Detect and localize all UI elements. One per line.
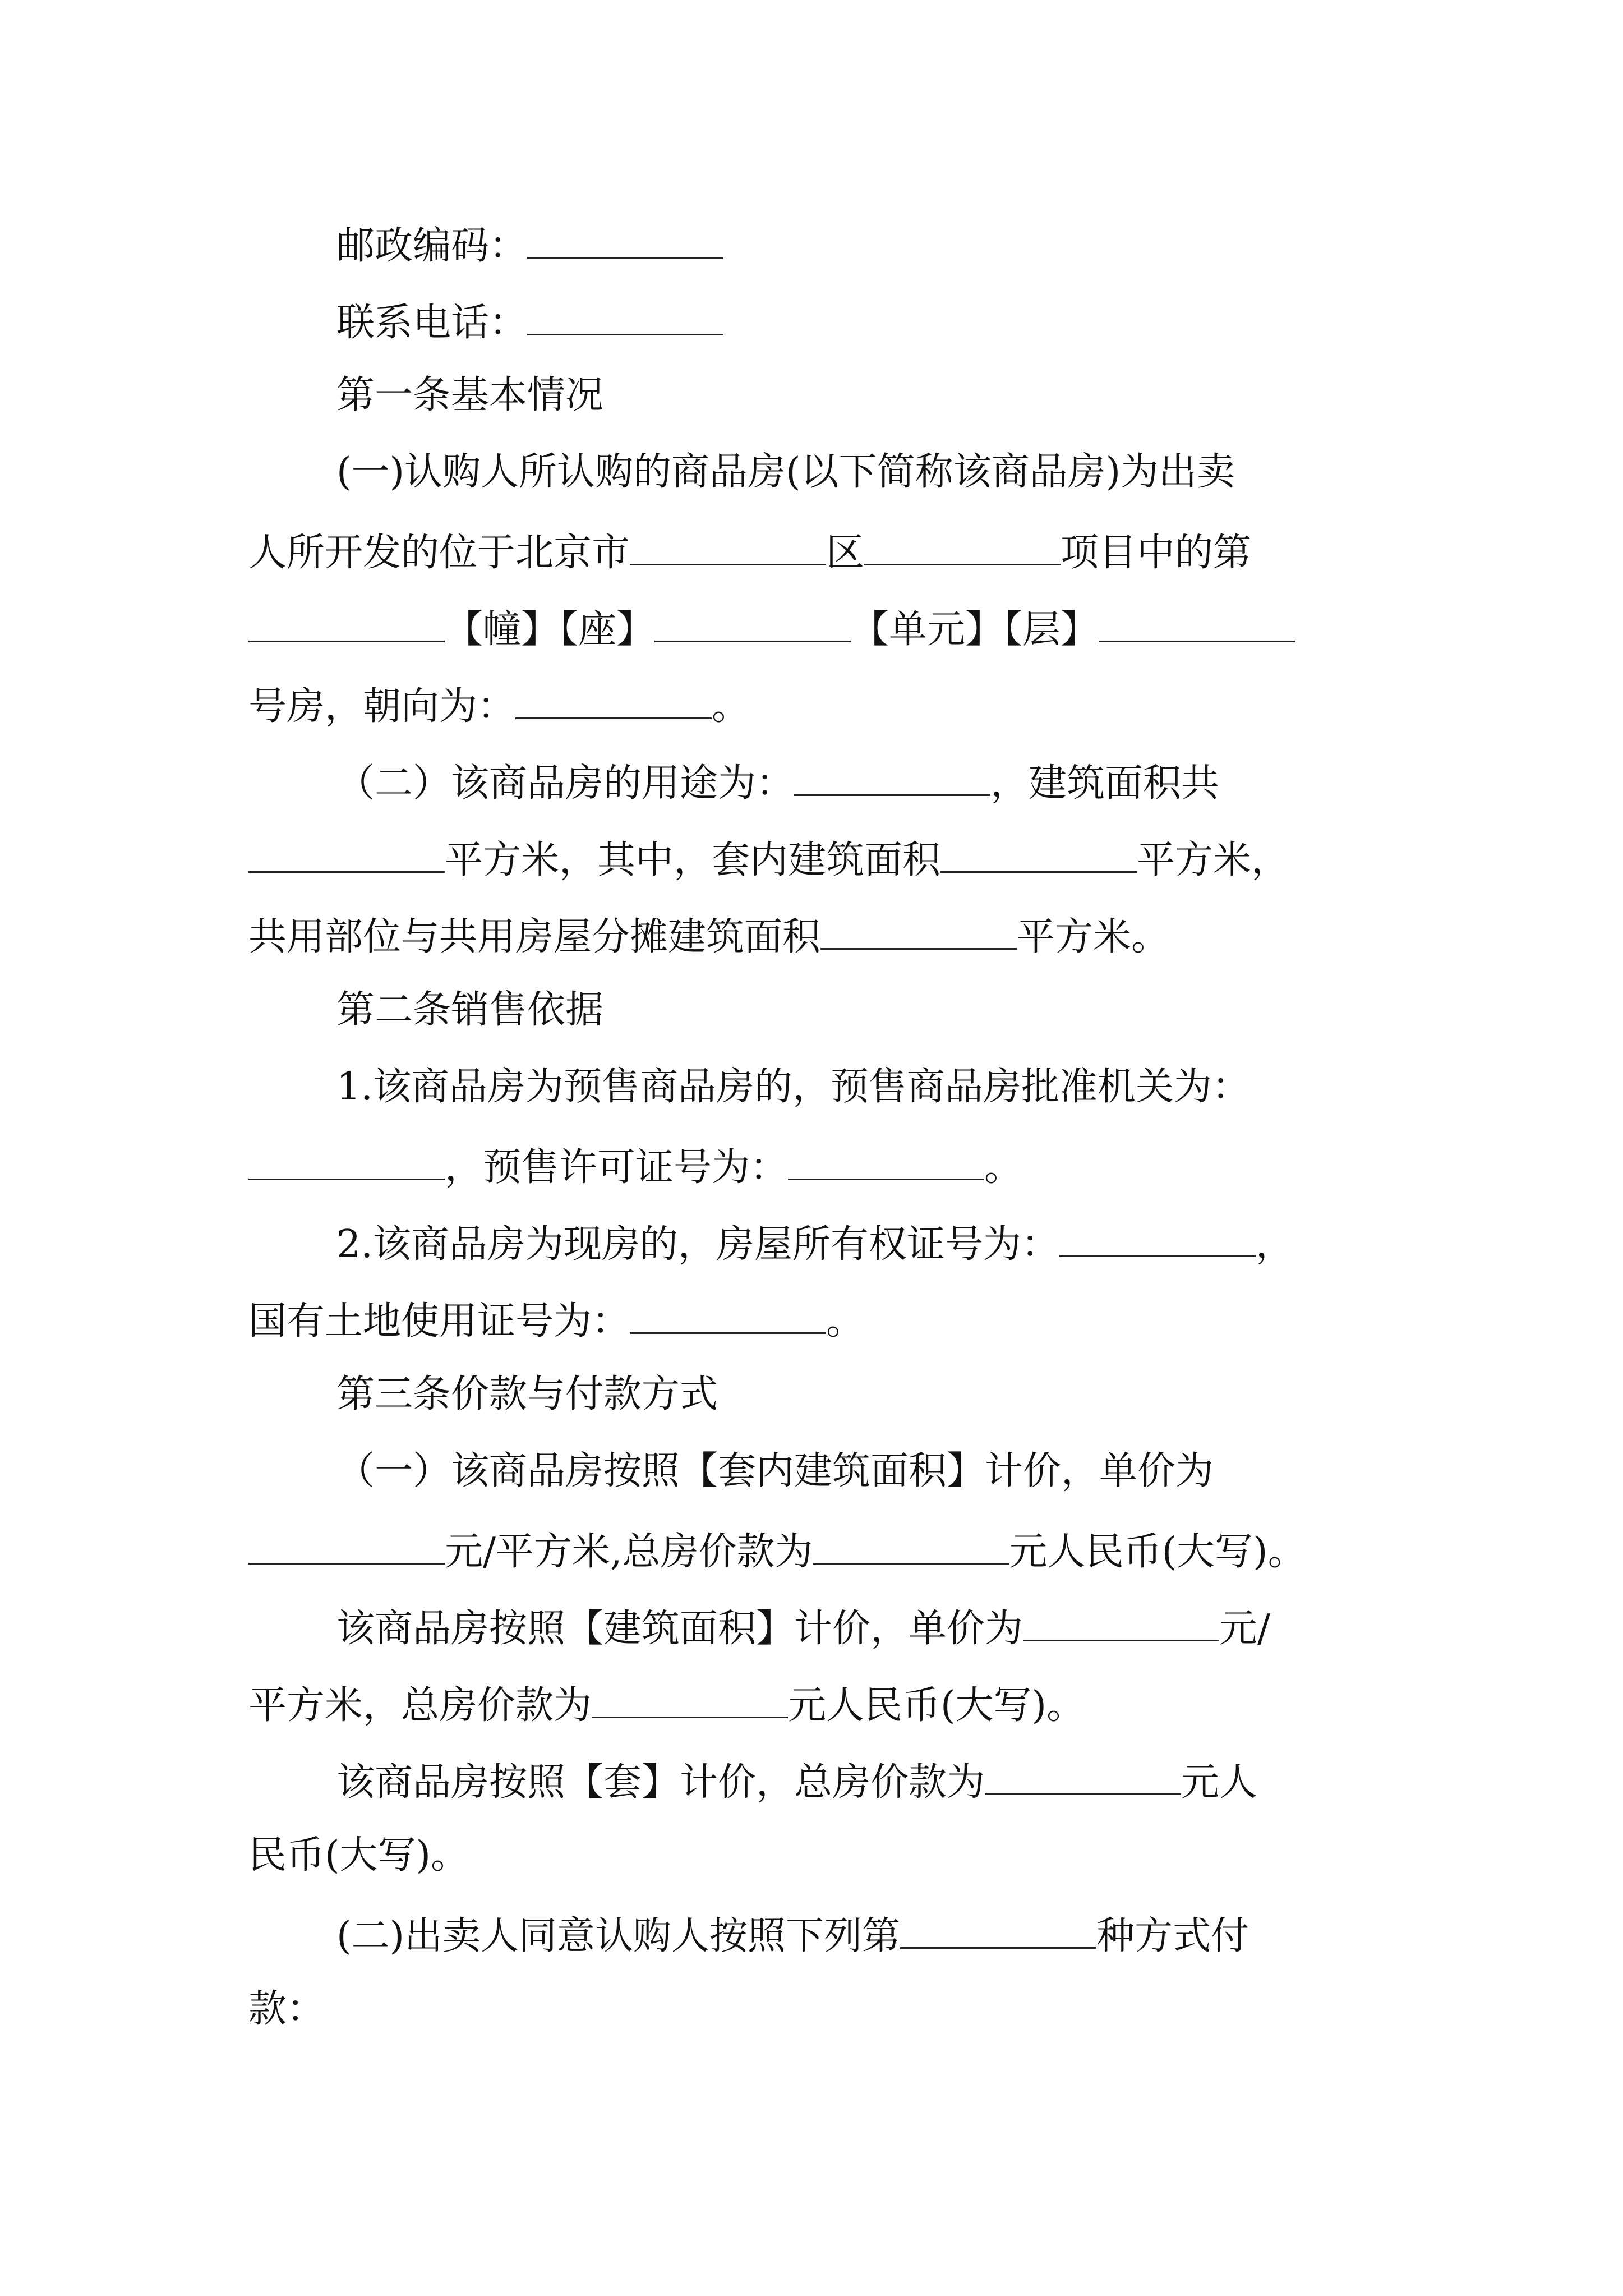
- text-segment: 种方式付: [1096, 1914, 1249, 1958]
- fill-in-blank: [248, 1145, 445, 1180]
- fill-in-blank: [820, 914, 1017, 950]
- fill-in-blank: [515, 684, 712, 719]
- fill-in-blank: [794, 761, 990, 796]
- text-line: [336, 1913, 1249, 1967]
- text-line: [336, 761, 1219, 815]
- text-segment: 第三条价款与付款方式: [336, 1372, 718, 1416]
- text-line: [336, 1760, 1257, 1814]
- text-segment: 平方米，其中，套内建筑面积: [445, 838, 941, 882]
- text-segment: (二)出卖人同意认购人按照下列第: [336, 1914, 901, 1958]
- text-line: [336, 1606, 1270, 1660]
- text-segment: 2.该商品房为现房的，房屋所有权证号为：: [336, 1222, 1059, 1267]
- text-segment: 元/平方米,总房价款为: [445, 1530, 813, 1574]
- text-segment: 区: [826, 531, 865, 575]
- text-line: [248, 1833, 469, 1890]
- text-line: [248, 1529, 1306, 1583]
- text-segment: 款：: [248, 1987, 325, 2031]
- text-line: [248, 1299, 864, 1352]
- fill-in-blank: [654, 607, 851, 642]
- text-line: [336, 450, 1235, 507]
- text-segment: 项目中的第: [1061, 531, 1252, 575]
- text-segment: 平方米。: [1017, 915, 1170, 959]
- fill-in-blank: [527, 300, 723, 335]
- text-segment: 该商品房按照【套】计价，总房价款为: [336, 1760, 985, 1805]
- clause-heading: [336, 988, 604, 1045]
- fill-in-blank: [864, 530, 1061, 565]
- text-segment: 该商品房按照【建筑面积】计价，单价为: [336, 1607, 1023, 1651]
- text-segment: 第一条基本情况: [336, 373, 604, 417]
- text-line: [336, 1065, 1250, 1122]
- text-segment: 联系电话：: [336, 301, 528, 345]
- text-segment: ，预售许可证号为：: [445, 1145, 789, 1190]
- text-line: [248, 1145, 1022, 1199]
- fill-in-blank: [813, 1529, 1009, 1565]
- fill-in-blank: [248, 1529, 445, 1565]
- text-segment: 【幢】【座】: [445, 608, 655, 652]
- fill-in-blank: [940, 838, 1137, 873]
- text-segment: 平方米，总房价款为: [248, 1683, 592, 1728]
- text-line: [248, 1683, 1085, 1737]
- fill-in-blank: [630, 530, 826, 565]
- text-line: [248, 530, 1251, 584]
- fill-in-blank: [527, 223, 723, 259]
- text-line: [248, 1987, 325, 2044]
- fill-in-blank: [592, 1683, 788, 1718]
- fill-in-blank: [1059, 1222, 1256, 1257]
- text-segment: 。: [712, 684, 750, 729]
- text-segment: ，: [1255, 1222, 1294, 1267]
- fill-in-blank: [630, 1299, 826, 1334]
- clause-heading: [336, 373, 604, 430]
- text-line: [336, 1222, 1294, 1276]
- text-segment: 。: [984, 1145, 1023, 1190]
- fill-in-blank: [788, 1145, 984, 1180]
- text-segment: 民币(大写)。: [248, 1833, 469, 1878]
- text-segment: 元人民币(大写)。: [788, 1683, 1085, 1728]
- text-segment: 1.该商品房为预售商品房的，预售商品房批准机关为：: [336, 1065, 1250, 1109]
- text-line: [336, 223, 723, 277]
- fill-in-blank: [1099, 607, 1295, 642]
- text-segment: （二）该商品房的用途为：: [336, 761, 795, 806]
- text-line: [336, 1449, 1214, 1506]
- text-line: [248, 684, 750, 738]
- text-segment: ，建筑面积共: [990, 761, 1220, 806]
- text-segment: 。: [826, 1299, 865, 1343]
- fill-in-blank: [900, 1913, 1096, 1949]
- fill-in-blank: [1023, 1606, 1219, 1641]
- text-segment: 元人民币(大写)。: [1009, 1530, 1306, 1574]
- fill-in-blank: [985, 1760, 1181, 1795]
- fill-in-blank: [248, 838, 445, 873]
- text-segment: 【单元】【层】: [851, 608, 1099, 652]
- text-segment: （一）该商品房按照【套内建筑面积】计价，单价为: [336, 1449, 1214, 1493]
- text-segment: 国有土地使用证号为：: [248, 1299, 630, 1343]
- text-line: [248, 914, 1169, 968]
- text-segment: 共用部位与共用房屋分摊建筑面积: [248, 915, 821, 959]
- text-segment: 平方米，: [1137, 838, 1290, 882]
- text-segment: 元/: [1219, 1607, 1270, 1651]
- text-line: [336, 300, 723, 354]
- text-line: [248, 838, 1289, 891]
- text-segment: (一)认购人所认购的商品房(以下简称该商品房)为出卖: [336, 450, 1235, 494]
- text-segment: 号房，朝向为：: [248, 684, 516, 729]
- text-segment: 第二条销售依据: [336, 988, 604, 1032]
- text-line: [248, 607, 1295, 661]
- text-segment: 邮政编码：: [336, 224, 528, 268]
- fill-in-blank: [248, 607, 445, 642]
- clause-heading: [336, 1372, 718, 1429]
- text-segment: 人所开发的位于北京市: [248, 531, 630, 575]
- text-segment: 元人: [1181, 1760, 1258, 1805]
